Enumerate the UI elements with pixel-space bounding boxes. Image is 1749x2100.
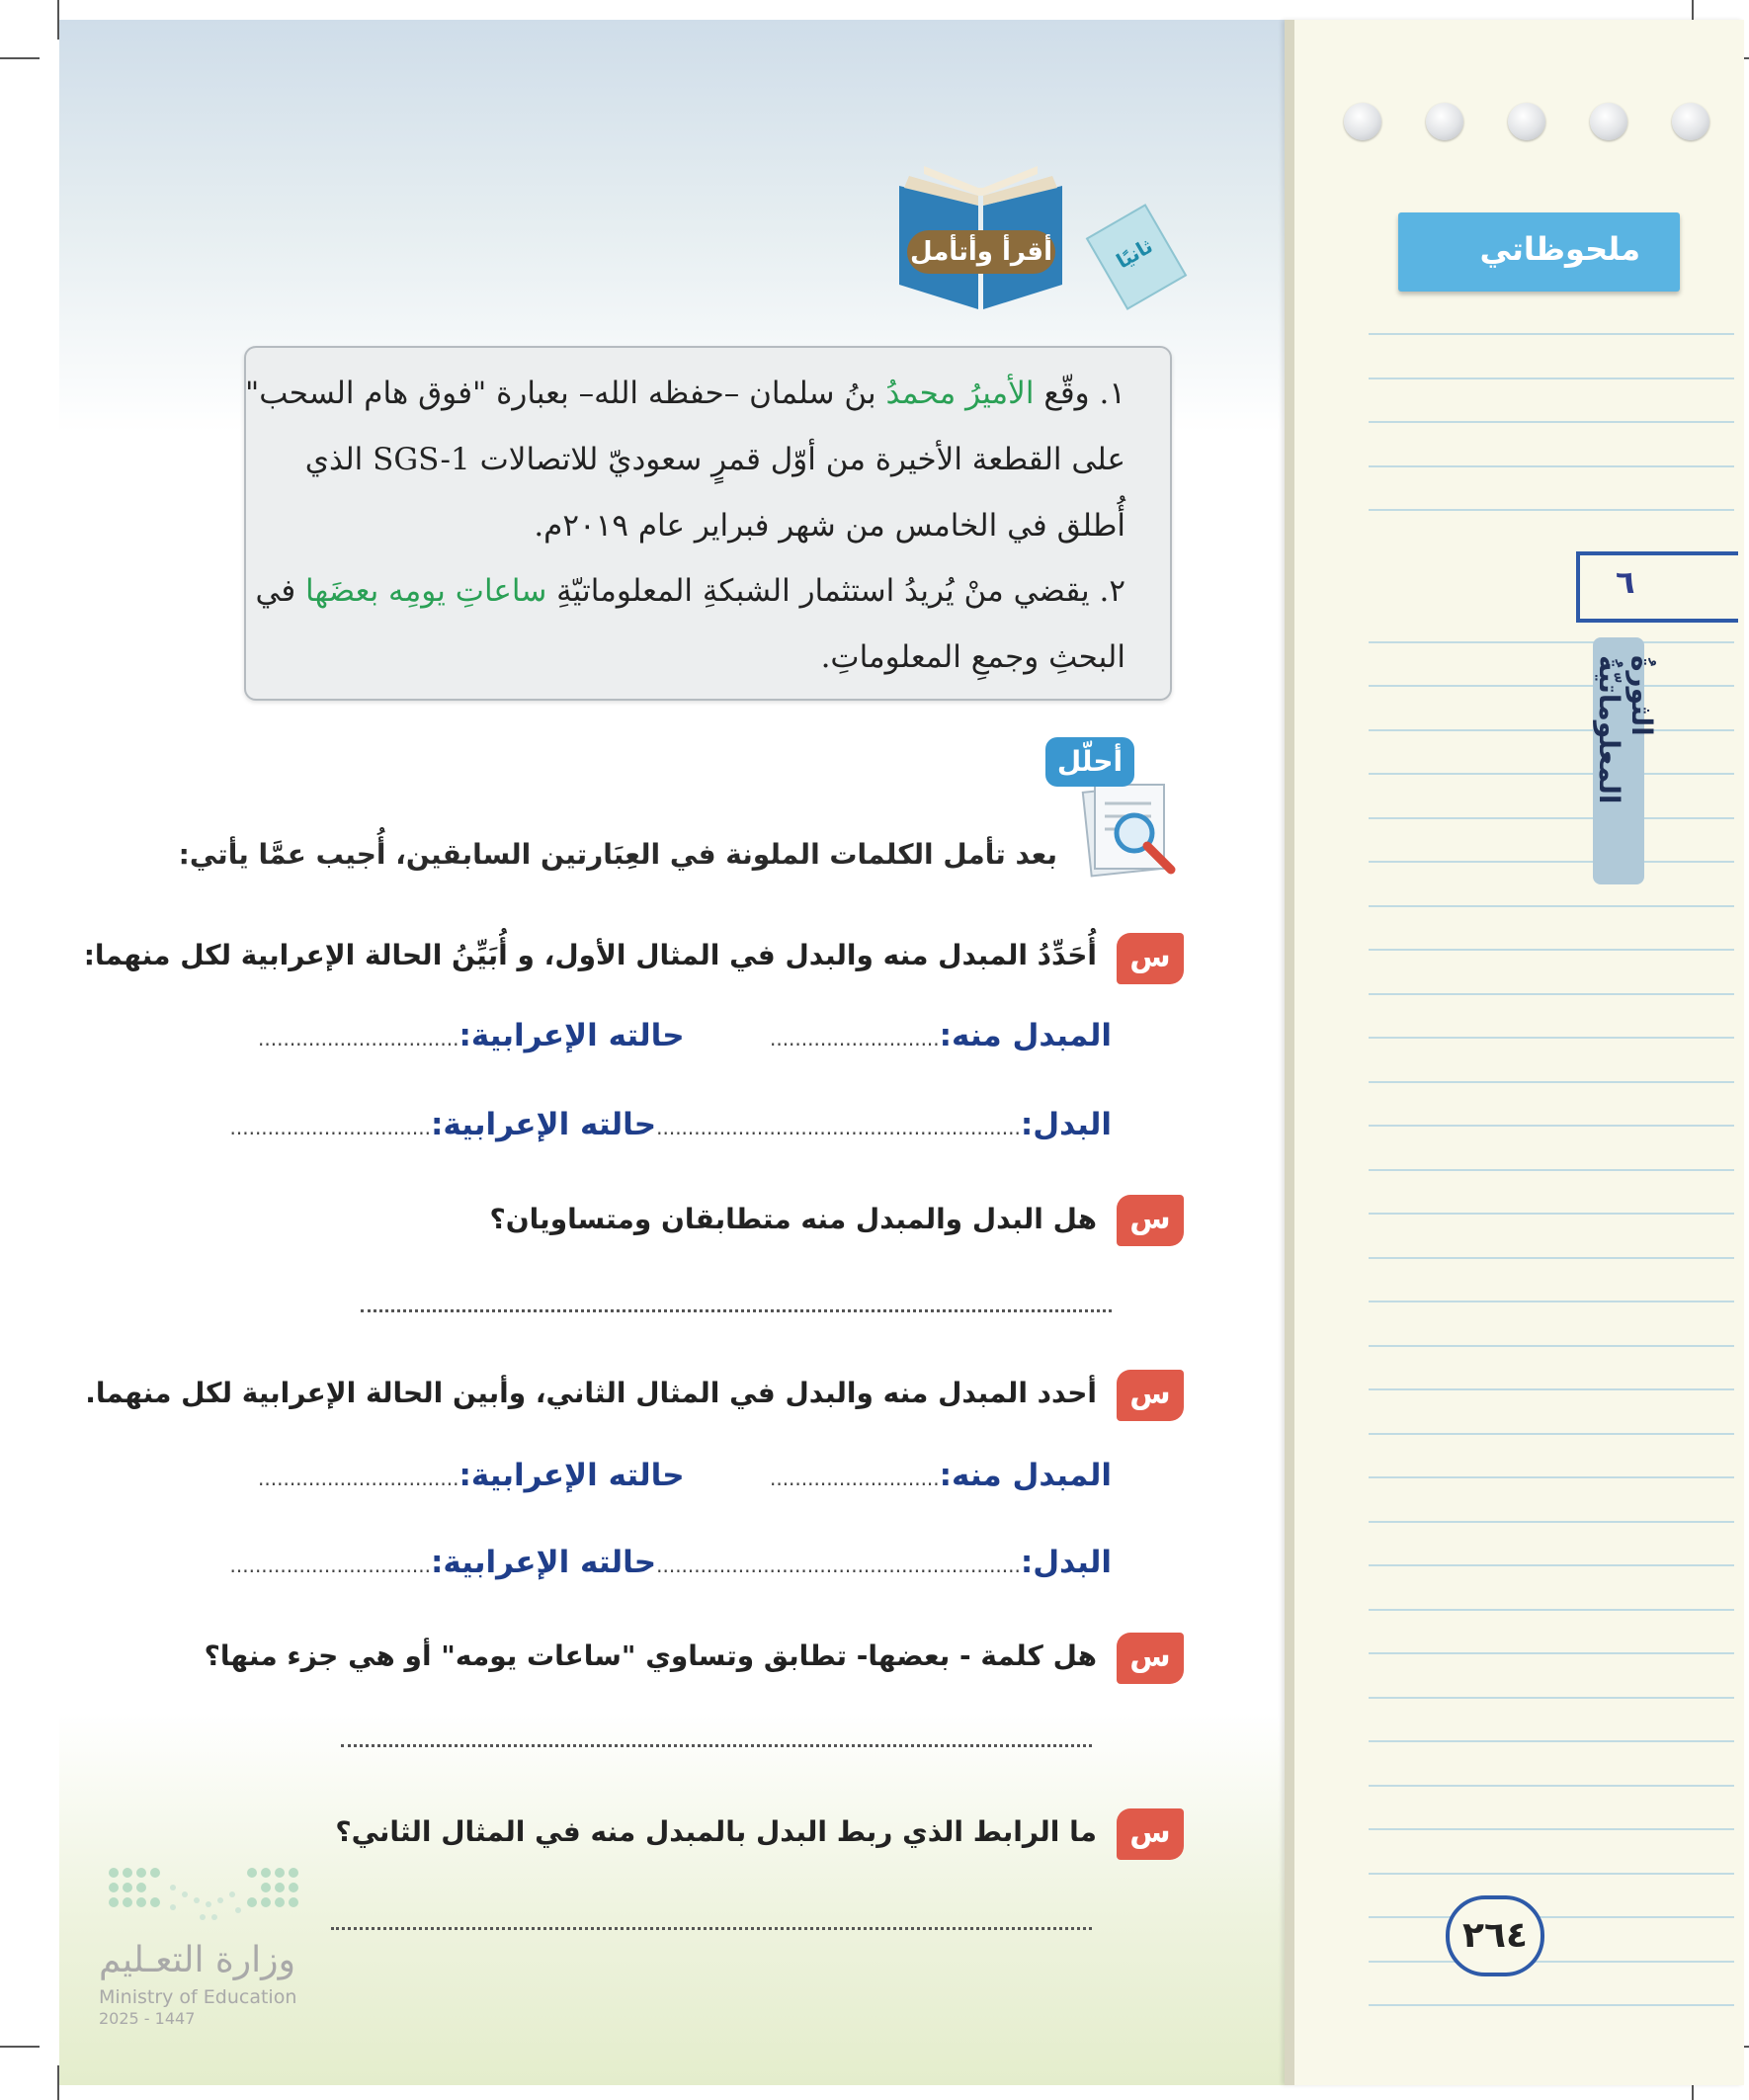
case-label: حالته الإعرابية: — [458, 1458, 685, 1493]
chapter-title: الثورةُ المعلوماتيّةُ — [1593, 655, 1658, 804]
note-line — [1369, 1213, 1734, 1215]
answer-blank[interactable]: ............................... — [264, 1467, 459, 1490]
answer-line[interactable] — [331, 1927, 1092, 1930]
item-number: ١. — [1099, 376, 1125, 411]
reading-item-2-line-1 — [255, 573, 1125, 609]
note-line — [1369, 1257, 1734, 1259]
text-run: وقّع — [1034, 376, 1090, 411]
end-dot: . — [229, 1116, 236, 1139]
magnifier-document-icon — [1077, 779, 1186, 878]
highlighted-text: ساعاتِ يومِه بعضَها — [305, 573, 547, 609]
note-line — [1369, 1564, 1734, 1566]
note-line — [1369, 421, 1734, 423]
note-line — [1369, 1081, 1734, 1083]
read-and-reflect-label: أقرأ وأتأمل — [907, 230, 1055, 274]
note-line — [1369, 773, 1734, 775]
question-badge: س — [1117, 1808, 1184, 1860]
answer-line[interactable] — [341, 1744, 1092, 1747]
note-line — [1369, 1521, 1734, 1523]
answer-blank[interactable]: ........................... — [656, 1116, 826, 1139]
badal-label: البدل: — [1020, 1545, 1112, 1580]
question-5: ما الرابط الذي ربط البدل بالمبدل منه في المثال الثاني؟ — [335, 1815, 1097, 1848]
note-line — [1369, 685, 1734, 687]
ministry-name-en: Ministry of Education — [99, 1986, 297, 2008]
answer-blank[interactable]: ........................... — [656, 1554, 826, 1577]
note-line — [1369, 1609, 1734, 1611]
answer-blank[interactable]: ............................... — [235, 1116, 431, 1139]
mubdal-label: المبدل منه: — [939, 1458, 1112, 1493]
crop-mark — [0, 2046, 40, 2048]
binder-ring — [1426, 103, 1463, 140]
answer-blank[interactable]: ............................... — [825, 1554, 1021, 1577]
question-1: أُحَدِّدُ المبدل منه والبدل في المثال الأول، و أُبَيِّنُ الحالة الإعرابية لكل منهما: — [83, 939, 1097, 971]
note-line — [1369, 1697, 1734, 1699]
question-badge: س — [1117, 1370, 1184, 1421]
analyze-intro: بعد تأمل الكلمات الملونة في العِبَارتين السابقين، أُجيب عمَّا يأتي: — [178, 838, 1057, 871]
q1-answer-badal — [230, 1107, 1112, 1142]
binder-ring — [1508, 103, 1545, 140]
chapter-title-tab — [1593, 637, 1658, 884]
crop-mark — [0, 57, 40, 59]
note-line — [1369, 1476, 1734, 1478]
question-2: هل البدل والمبدل منه متطابقان ومتساويان؟ — [489, 1203, 1097, 1235]
note-line — [1369, 378, 1734, 379]
binder-ring — [1590, 103, 1627, 140]
section-tag-label: ثانيًا — [1112, 233, 1157, 274]
answer-blank[interactable]: ........................... — [769, 1027, 940, 1050]
note-line — [1369, 1037, 1734, 1039]
answer-blank[interactable]: ............................... — [235, 1554, 431, 1577]
note-line — [1369, 949, 1734, 951]
note-line — [1369, 1785, 1734, 1787]
notes-sidebar — [1285, 20, 1744, 2085]
reading-item-1-line-1 — [245, 376, 1125, 411]
q3-answer-mubdal — [258, 1458, 1112, 1493]
binder-ring — [1344, 103, 1381, 140]
note-line — [1369, 1345, 1734, 1347]
end-dot: . — [229, 1554, 236, 1577]
reading-item-1-line-3: أُطلق في الخامس من شهر فبراير عام ٢٠١٩م. — [534, 508, 1125, 544]
note-line — [1369, 1652, 1734, 1654]
note-line — [1369, 1433, 1734, 1435]
note-line — [1369, 1916, 1734, 1918]
mubdal-label: المبدل منه: — [939, 1018, 1112, 1053]
case-label: حالته الإعرابية: — [430, 1107, 657, 1142]
chapter-number-box — [1576, 551, 1738, 623]
q3-answer-badal — [230, 1545, 1112, 1580]
note-line — [1369, 861, 1734, 863]
note-line — [1369, 1169, 1734, 1171]
analyze-label: أحلّل — [1045, 737, 1134, 787]
highlighted-text: الأميرُ محمدُ — [885, 376, 1035, 411]
binder-ring — [1672, 103, 1709, 140]
case-label: حالته الإعرابية: — [430, 1545, 657, 1580]
end-dot: . — [258, 1027, 265, 1050]
question-3: أحدد المبدل منه والبدل في المثال الثاني، وأبين الحالة الإعرابية لكل منهما. — [85, 1377, 1097, 1409]
ministry-name-ar: وزارة التعـليم — [99, 1940, 295, 1980]
ministry-logo — [99, 1863, 326, 2028]
note-line — [1369, 1125, 1734, 1127]
question-badge: س — [1117, 1633, 1184, 1684]
case-label: حالته الإعرابية: — [458, 1018, 685, 1053]
answer-blank[interactable]: ........................... — [769, 1467, 940, 1490]
note-line — [1369, 1828, 1734, 1830]
text-run: في — [255, 573, 305, 609]
notes-title: ملحوظاتي — [1479, 230, 1640, 268]
notes-title-tab — [1398, 212, 1680, 292]
answer-blank[interactable]: ............................... — [825, 1116, 1021, 1139]
answer-blank[interactable]: ............................... — [264, 1027, 459, 1050]
note-line — [1369, 333, 1734, 335]
reading-box — [244, 346, 1172, 701]
item-number: ٢. — [1099, 573, 1125, 609]
end-dot: . — [258, 1467, 265, 1490]
page-number: ٢٦٤ — [1446, 1895, 1544, 1976]
note-line — [1369, 1873, 1734, 1875]
note-line — [1369, 1301, 1734, 1302]
note-line — [1369, 1740, 1734, 1742]
note-line — [1369, 509, 1734, 511]
ministry-year: 2025 - 1447 — [99, 2009, 196, 2028]
reading-item-2-line-2: البحثِ وجمعِ المعلوماتِ. — [820, 639, 1125, 675]
note-line — [1369, 1388, 1734, 1390]
note-line — [1369, 817, 1734, 819]
note-line — [1369, 2004, 1734, 2006]
question-4: هل كلمة - بعضها- تطابق وتساوي "ساعات يومه" أو هي جزء منها؟ — [204, 1639, 1097, 1672]
note-line — [1369, 1961, 1734, 1963]
text-run: بنُ سلمان –حفظه الله– بعبارة "فوق هام السحب" — [245, 376, 886, 411]
reading-item-1-line-2: على القطعة الأخيرة من أوّل قمرٍ سعوديّ للاتصالات SGS-1 الذي — [304, 442, 1125, 477]
chapter-number: ٦ — [1616, 563, 1635, 601]
note-line — [1369, 465, 1734, 467]
answer-line[interactable] — [361, 1309, 1112, 1312]
ministry-logo-icon — [104, 1863, 311, 1937]
question-badge: س — [1117, 1195, 1184, 1246]
question-badge: س — [1117, 933, 1184, 984]
note-line — [1369, 729, 1734, 731]
note-line — [1369, 993, 1734, 995]
note-line — [1369, 905, 1734, 907]
badal-label: البدل: — [1020, 1107, 1112, 1142]
note-line — [1369, 641, 1734, 643]
q1-answer-mubdal — [258, 1018, 1112, 1053]
text-run: يقضي منْ يُريدُ استثمار الشبكةِ المعلوماتيّةِ — [546, 573, 1090, 609]
